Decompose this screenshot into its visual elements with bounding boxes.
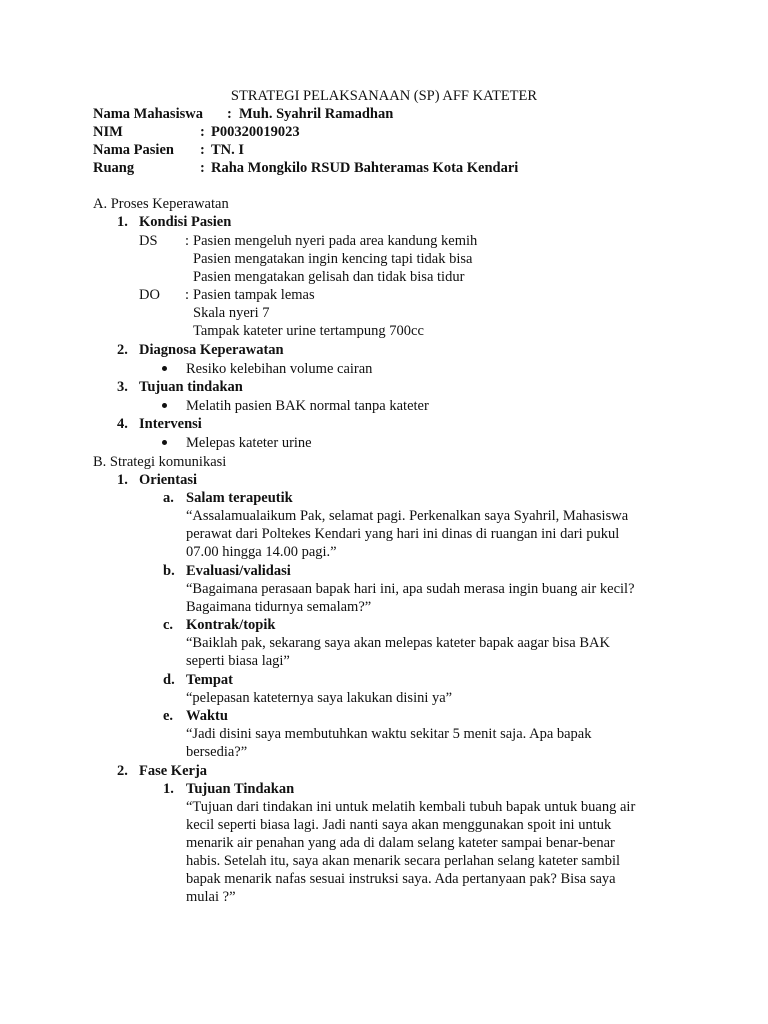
diagnosa-title: Diagnosa Keperawatan: [139, 342, 284, 358]
salam-line: 07.00 hingga 14.00 pagi.”: [186, 544, 337, 560]
list-letter: b.: [163, 563, 175, 579]
header-label-nim: NIM: [93, 124, 123, 140]
bullet-icon: [162, 366, 167, 371]
document-title: STRATEGI PELAKSANAAN (SP) AFF KATETER: [230, 88, 538, 104]
evaluasi-line: Bagaimana tidurnya semalam?”: [186, 599, 372, 615]
waktu-line: “Jadi disini saya membutuhkan waktu sekitar 5 menit saja. Apa bapak: [186, 726, 592, 742]
list-number: 3.: [117, 379, 128, 395]
salam-line: “Assalamualaikum Pak, selamat pagi. Perkenalkan saya Syahril, Mahasiswa: [186, 508, 629, 524]
tujuan-tindakan-line: menarik air penahan yang ada di dalam selang kateter sampai benar-benar: [186, 835, 615, 851]
header-sep: :: [227, 106, 232, 122]
kontrak-line: seperti biasa lagi”: [186, 653, 290, 669]
orientasi-title: Orientasi: [139, 472, 197, 488]
tempat-line: “pelepasan kateternya saya lakukan disini ya”: [186, 690, 453, 706]
list-number: 1.: [163, 781, 174, 797]
kontrak-title: Kontrak/topik: [186, 617, 276, 633]
tujuan-tindakan-line: bapak menarik nafas sesuai instruksi saya. Ada pertanyaan pak? Bisa saya: [186, 871, 616, 887]
bullet-icon: [162, 440, 167, 445]
diagnosa-item: Resiko kelebihan volume cairan: [186, 361, 373, 377]
salam-title: Salam terapeutik: [186, 490, 293, 506]
tujuan-tindakan-line: mulai ?”: [186, 889, 236, 905]
header-label-nama-mahasiswa: Nama Mahasiswa: [93, 106, 203, 122]
tujuan-tindakan-title: Tujuan Tindakan: [186, 781, 295, 797]
do-label: DO: [139, 287, 160, 303]
header-sep: :: [200, 160, 205, 176]
bullet-icon: [162, 403, 167, 408]
list-letter: e.: [163, 708, 174, 724]
header-value-nama-pasien: TN. I: [211, 142, 245, 158]
evaluasi-title: Evaluasi/validasi: [186, 563, 291, 579]
list-number: 4.: [117, 416, 128, 432]
do-item: Skala nyeri 7: [193, 305, 270, 321]
do-item: Pasien tampak lemas: [193, 287, 315, 303]
fase-kerja-title: Fase Kerja: [139, 763, 208, 779]
header-value-ruang: Raha Mongkilo RSUD Bahteramas Kota Kendari: [211, 160, 519, 176]
tujuan-title: Tujuan tindakan: [139, 379, 243, 395]
intervensi-item: Melepas kateter urine: [186, 435, 312, 451]
header-value-nim: P00320019023: [211, 124, 300, 140]
evaluasi-line: “Bagaimana perasaan bapak hari ini, apa sudah merasa ingin buang air kecil?: [186, 581, 635, 597]
header-sep: :: [200, 142, 205, 158]
section-a-heading: A. Proses Keperawatan: [93, 196, 229, 212]
tujuan-tindakan-line: habis. Setelah itu, saya akan menarik secara perlahan selang kateter sambil: [186, 853, 621, 869]
list-letter: a.: [163, 490, 174, 506]
ds-item: Pasien mengatakan gelisah dan tidak bisa tidur: [193, 269, 465, 285]
list-number: 1.: [117, 214, 128, 230]
waktu-line: bersedia?”: [186, 744, 248, 760]
salam-line: perawat dari Poltekes Kendari yang hari ini dinas di ruangan ini dari pukul: [186, 526, 620, 542]
tujuan-item: Melatih pasien BAK normal tanpa kateter: [186, 398, 429, 414]
list-letter: c.: [163, 617, 174, 633]
kontrak-line: “Baiklah pak, sekarang saya akan melepas kateter bapak aagar bisa BAK: [186, 635, 610, 651]
tujuan-tindakan-line: “Tujuan dari tindakan ini untuk melatih kembali tubuh bapak untuk buang air: [186, 799, 636, 815]
ds-item: Pasien mengeluh nyeri pada area kandung kemih: [193, 233, 478, 249]
list-number: 1.: [117, 472, 128, 488]
list-number: 2.: [117, 342, 128, 358]
list-letter: d.: [163, 672, 175, 688]
header-sep: :: [200, 124, 205, 140]
header-value-nama-mahasiswa: Muh. Syahril Ramadhan: [239, 106, 394, 122]
ds-item: Pasien mengatakan ingin kencing tapi tidak bisa: [193, 251, 473, 267]
kondisi-pasien-title: Kondisi Pasien: [139, 214, 232, 230]
tempat-title: Tempat: [186, 672, 233, 688]
header-label-ruang: Ruang: [93, 160, 135, 176]
ds-sep: :: [185, 233, 190, 249]
intervensi-title: Intervensi: [139, 416, 202, 432]
waktu-title: Waktu: [186, 708, 228, 724]
do-item: Tampak kateter urine tertampung 700cc: [193, 323, 424, 339]
do-sep: :: [185, 287, 190, 303]
header-label-nama-pasien: Nama Pasien: [93, 142, 174, 158]
section-b-heading: B. Strategi komunikasi: [93, 454, 227, 470]
ds-label: DS: [139, 233, 158, 249]
list-number: 2.: [117, 763, 128, 779]
tujuan-tindakan-line: kecil seperti biasa lagi. Jadi nanti saya akan menggunakan spoit ini untuk: [186, 817, 612, 833]
